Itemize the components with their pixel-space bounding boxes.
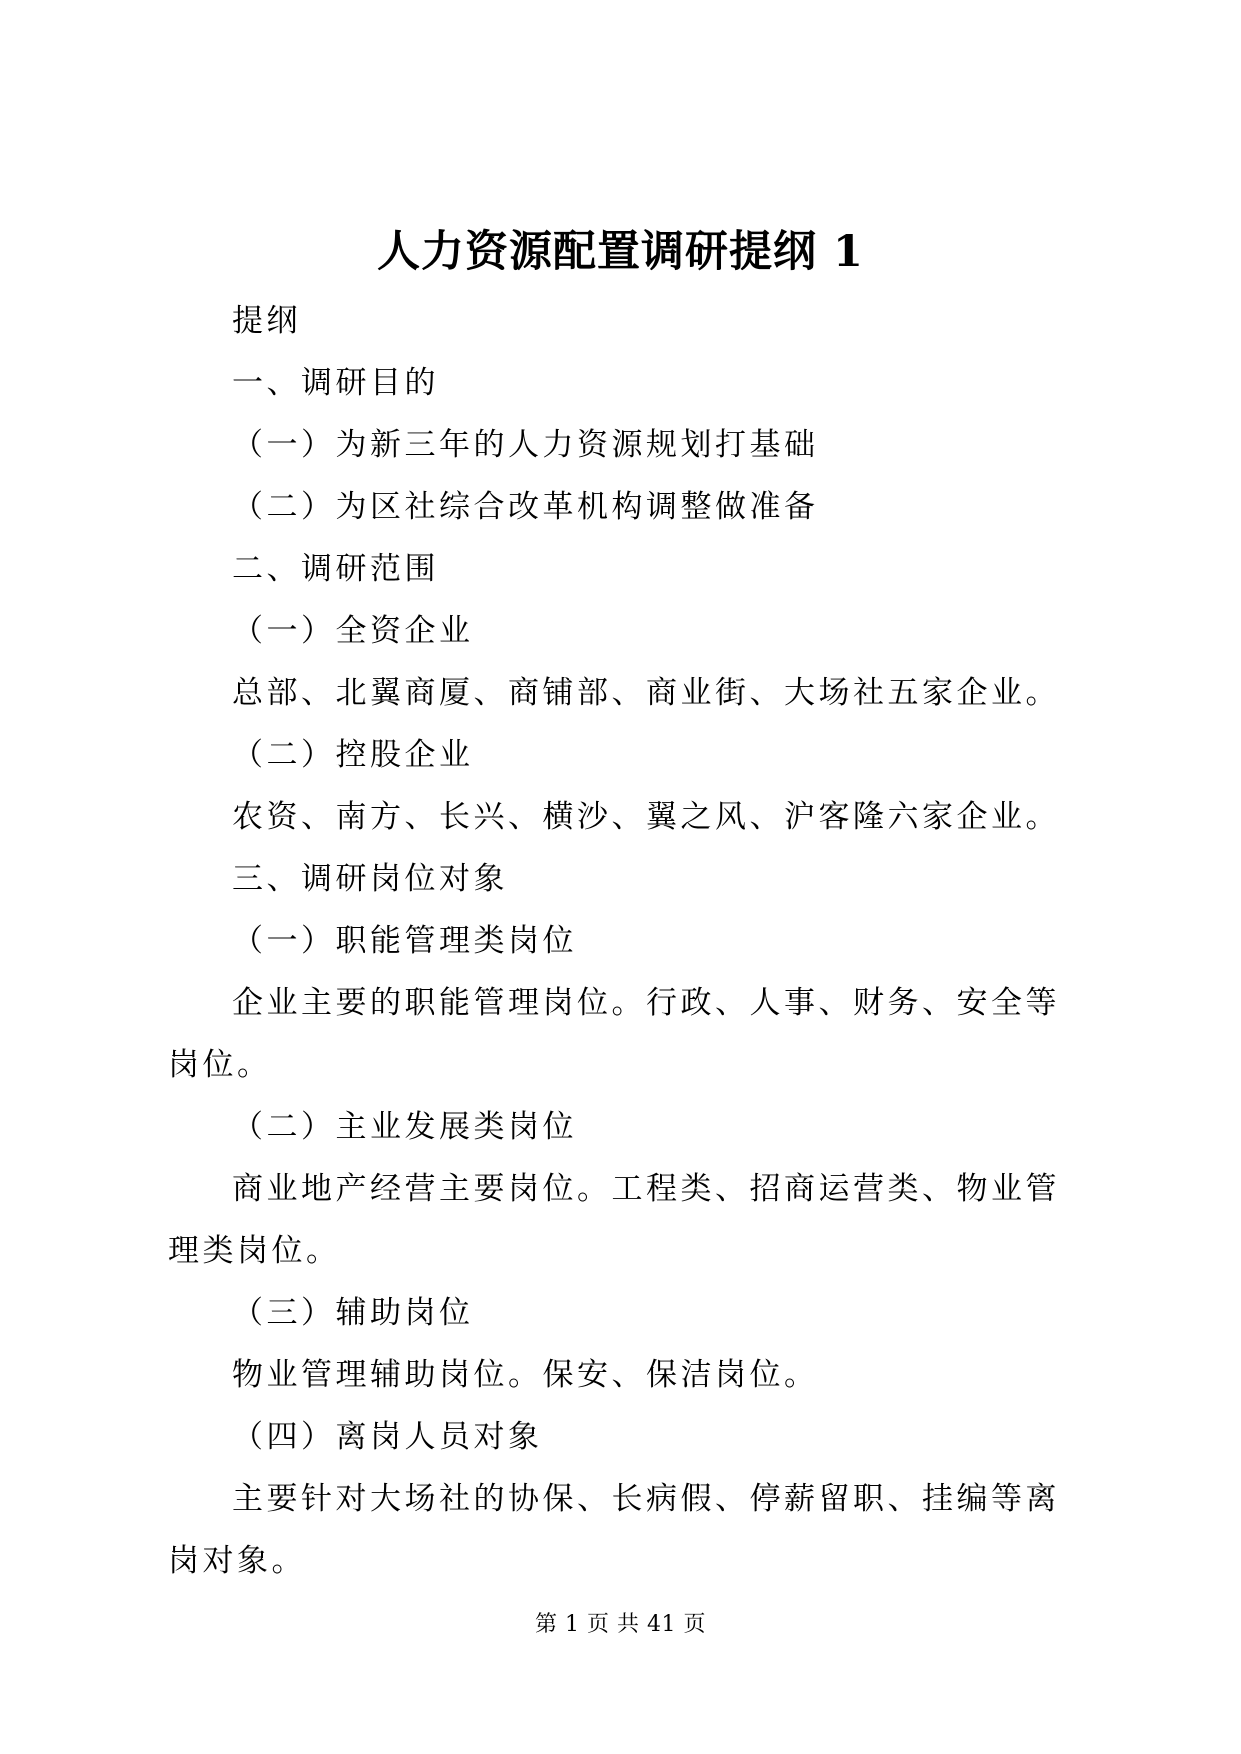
scope-item-1-text: 总部、北翼商厦、商铺部、商业街、大场社五家企业。 bbox=[232, 675, 1060, 711]
page-footer: 第 1 页 共 41 页 bbox=[535, 1612, 706, 1637]
document-body bbox=[168, 290, 1088, 1592]
section-heading-purpose: 一、调研目的 bbox=[232, 365, 439, 401]
scope-item-1-heading: （一）全资企业 bbox=[232, 613, 474, 649]
scope-item-2-heading: （二）控股企业 bbox=[232, 737, 474, 773]
section-heading-positions: 三、调研岗位对象 bbox=[232, 861, 508, 897]
scope-item-2-text: 农资、南方、长兴、横沙、翼之风、沪客隆六家企业。 bbox=[232, 799, 1060, 835]
positions-item-1-text: 企业主要的职能管理岗位。行政、人事、财务、安全等岗位。 bbox=[168, 985, 1060, 1083]
purpose-item-1: （一）为新三年的人力资源规划打基础 bbox=[232, 427, 819, 463]
positions-item-3-text: 物业管理辅助岗位。保安、保洁岗位。 bbox=[232, 1357, 819, 1393]
positions-item-3-heading: （三）辅助岗位 bbox=[232, 1295, 474, 1331]
positions-item-2-heading: （二）主业发展类岗位 bbox=[232, 1109, 577, 1145]
positions-item-4-text: 主要针对大场社的协保、长病假、停薪留职、挂编等离岗对象。 bbox=[168, 1481, 1060, 1579]
section-heading-scope: 二、调研范围 bbox=[232, 551, 439, 587]
purpose-item-2: （二）为区社综合改革机构调整做准备 bbox=[232, 489, 819, 525]
positions-item-2-text: 商业地产经营主要岗位。工程类、招商运营类、物业管理类岗位。 bbox=[168, 1171, 1060, 1269]
positions-item-1-heading: （一）职能管理类岗位 bbox=[232, 923, 577, 959]
paragraph-outline-label: 提纲 bbox=[232, 303, 301, 339]
document-title: 人力资源配置调研提纲 1 bbox=[377, 227, 864, 277]
positions-item-4-heading: （四）离岗人员对象 bbox=[232, 1419, 543, 1455]
